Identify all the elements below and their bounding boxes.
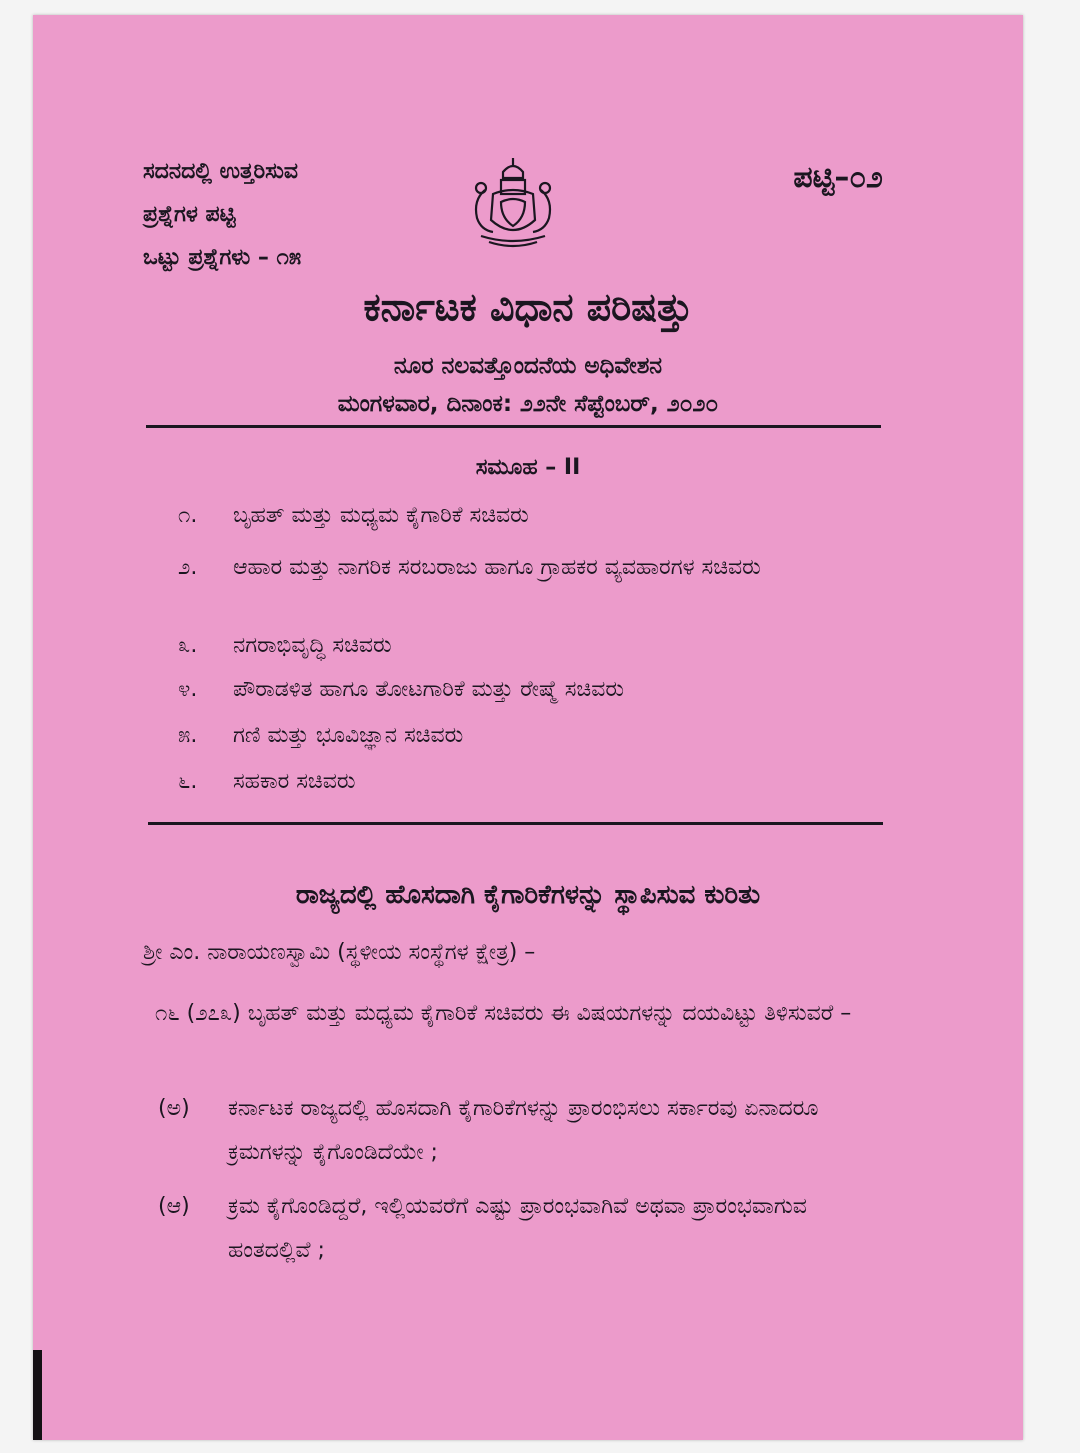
- ministry-list-number: ೩.: [178, 633, 198, 658]
- question-part-label: (ಅ): [158, 1096, 190, 1121]
- ministry-list-text: ಸಹಕಾರ ಸಚಿವರು: [233, 769, 356, 794]
- scan-edge-mark: [33, 1350, 42, 1440]
- council-title: ಕರ್ನಾಟಕ ವಿಧಾನ ಪರಿಷತ್ತು: [363, 285, 693, 329]
- question-member: ಶ್ರೀ ಎಂ. ನಾರಾಯಣಸ್ವಾಮಿ (ಸ್ಥಳೀಯ ಸಂಸ್ಥೆಗಳ ಕ್ಷೇತ್ರ) –: [143, 940, 536, 965]
- question-intro-text: ೧೬ (೨೭೩) ಬೃಹತ್ ಮತ್ತು ಮಧ್ಯಮ ಕೈಗಾರಿಕೆ ಸಚಿವರು ಈ ವಿಷಯಗಳನ್ನು ದಯವಿಟ್ಟು ತಿಳಿಸುವರೆ –: [155, 1001, 852, 1026]
- session-date: ಮಂಗಳವಾರ, ದಿನಾಂಕ: ೨೨ನೇ ಸೆಪ್ಟೆಂಬರ್, ೨೦೨೦: [337, 391, 719, 417]
- ministry-list-text: ಬೃಹತ್ ಮತ್ತು ಮಧ್ಯಮ ಕೈಗಾರಿಕೆ ಸಚಿವರು: [233, 503, 529, 528]
- document-page: [33, 15, 1023, 1440]
- ministry-list-number: ೫.: [178, 723, 198, 748]
- question-part-text: ಕ್ರಮ ಕೈಗೊಂಡಿದ್ದರೆ, ಇಲ್ಲಿಯವರೆಗೆ ಎಷ್ಟು ಪ್ರಾರಂಭವಾಗಿವೆ ಅಥವಾ ಪ್ರಾರಂಭವಾಗುವ ಹಂತದಲ್ಲಿವೆ ;: [228, 1194, 807, 1263]
- session-title: ನೂರ ನಲವತ್ತೊಂದನೆಯ ಅಧಿವೇಶನ: [393, 353, 663, 379]
- ministry-list-text: ಗಣಿ ಮತ್ತು ಭೂವಿಜ್ಞಾನ ಸಚಿವರು: [233, 723, 464, 748]
- ministry-list-item: [178, 677, 624, 702]
- ministry-list-number: ೪.: [178, 677, 198, 702]
- question-intro: [143, 992, 903, 1036]
- ministry-list-number: ೧.: [178, 503, 198, 528]
- question-part-label: (ಆ): [158, 1194, 190, 1219]
- ministry-list-item: [178, 723, 463, 748]
- group-label: ಸಮೂಹ – II: [475, 455, 581, 480]
- header-left-line-2: ಪ್ರಶ್ನೆಗಳ ಪಟ್ಟಿ: [143, 202, 236, 227]
- ministry-list-text: ಆಹಾರ ಮತ್ತು ನಾಗರಿಕ ಸರಬರಾಜು ಹಾಗೂ ಗ್ರಾಹಕರ ವ್ಯವಹಾರಗಳ ಸಚಿವರು: [233, 555, 761, 580]
- header-left-block: [143, 150, 301, 279]
- question-part-text: ಕರ್ನಾಟಕ ರಾಜ್ಯದಲ್ಲಿ ಹೊಸದಾಗಿ ಕೈಗಾರಿಕೆಗಳನ್ನು ಪ್ರಾರಂಭಿಸಲು ಸರ್ಕಾರವು ಏನಾದರೂ ಕ್ರಮಗಳನ್ನು ಕೈಗೊಂಡಿದೆಯೇ ;: [228, 1096, 819, 1165]
- question-title: ರಾಜ್ಯದಲ್ಲಿ ಹೊಸದಾಗಿ ಕೈಗಾರಿಕೆಗಳನ್ನು ಸ್ಥಾಪಿಸುವ ಕುರಿತು: [295, 880, 761, 910]
- list-number: ಪಟ್ಟಿ–೦೨: [793, 160, 883, 195]
- ministry-list-number: ೨.: [178, 555, 198, 580]
- ministry-list-item: [178, 769, 355, 794]
- ministry-list-item: [178, 633, 392, 658]
- ministry-list-number: ೬.: [178, 769, 198, 794]
- ministry-list-text: ನಗರಾಭಿವೃದ್ಧಿ ಸಚಿವರು: [233, 633, 392, 658]
- divider-top: [146, 425, 881, 428]
- ministry-list-item: [178, 503, 529, 528]
- ministry-list-text: ಪೌರಾಡಳಿತ ಹಾಗೂ ತೋಟಗಾರಿಕೆ ಮತ್ತು ರೇಷ್ಮೆ ಸಚಿವರು: [233, 677, 624, 702]
- header-left-line-3: ಒಟ್ಟು ಪ್ರಶ್ನೆಗಳು – ೧೫: [143, 245, 302, 270]
- divider-middle: [148, 822, 883, 825]
- karnataka-state-emblem-icon: [463, 150, 563, 250]
- header-left-line-1: ಸದನದಲ್ಲಿ ಉತ್ತರಿಸುವ: [143, 159, 298, 184]
